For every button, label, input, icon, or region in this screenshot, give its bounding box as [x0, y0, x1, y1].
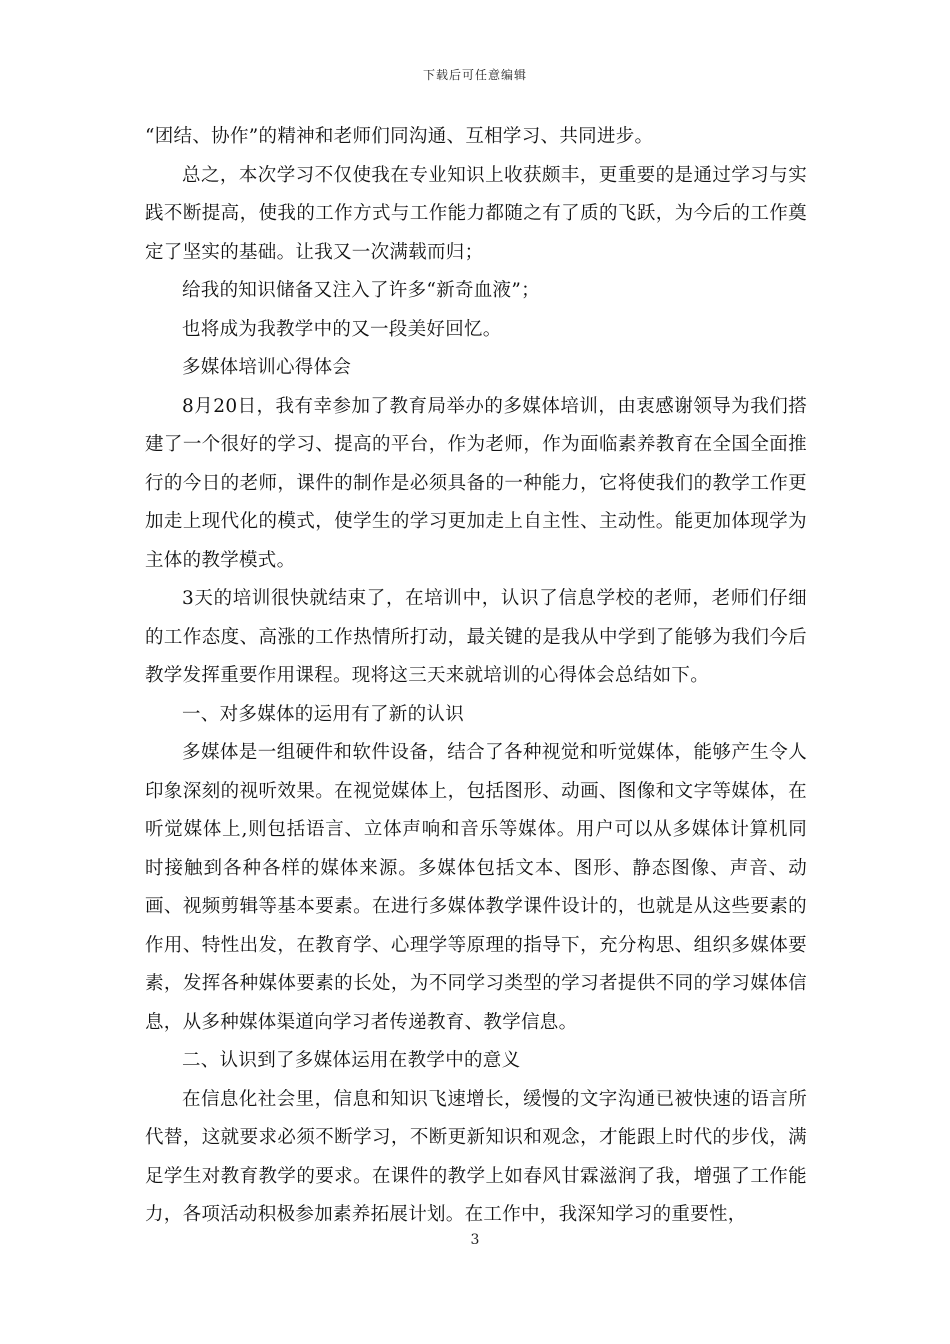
paragraph: 8月20日，我有幸参加了教育局举办的多媒体培训，由衷感谢领导为我们搭建了一个很好的学习、提高的平台，作为老师，作为面临素养教育在全国全面推行的今日的老师，课件的制作是必须具备的一种能力，它将使我们的教学工作更加走上现代化的模式，使学生的学习更加走上自主性、主动性。能更加体现学为主体的教学模式。	[145, 395, 807, 571]
paragraph: 也将成为我教学中的又一段美好回忆。	[182, 318, 502, 340]
paragraph: 给我的知识储备又注入了许多“新奇血液”；	[182, 280, 540, 301]
document-body	[145, 118, 807, 1235]
page-number: 3	[470, 1232, 480, 1248]
paragraph: 3天的培训很快就结束了，在培训中，认识了信息学校的老师，老师们仔细的工作态度、高涨的工作热情所打动，最关键的是我从中学到了能够为我们今后教学发挥重要作用课程。现将这三天来就培训的心得体会总结如下。	[145, 588, 807, 686]
page-header: 下载后可任意编辑	[422, 68, 527, 82]
paragraph: 总之，本次学习不仅使我在专业知识上收获颇丰，更重要的是通过学习与实践不断提高，使我的工作方式与工作能力都随之有了质的飞跃，为今后的工作奠定了坚实的基础。让我又一次满载而归；	[145, 164, 807, 263]
paragraph: “团结、协作”的精神和老师们同沟通、互相学习、共同进步。	[145, 126, 654, 147]
section-title: 多媒体培训心得体会	[182, 357, 352, 378]
paragraph: 多媒体是一组硬件和软件设备，结合了各种视觉和听觉媒体，能够产生令人印象深刻的视听效果。在视觉媒体上，包括图形、动画、图像和文字等媒体，在听觉媒体上,则包括语言、立体声响和音乐等媒体。用户可以从多媒体计算机同时接触到各种各样的媒体来源。多媒体包括文本、图形、静态图像、声音、动画、视频剪辑等基本要素。在进行多媒体教学课件设计的，也就是从这些要素的作用、特性出发，在教育学、心理学等原理的指导下，充分构思、组织多媒体要素，发挥各种媒体要素的长处，为不同学习类型的学习者提供不同的学习媒体信息，从多种媒体渠道向学习者传递教育、教学信息。	[145, 742, 807, 1033]
paragraph: 在信息化社会里，信息和知识飞速增长，缓慢的文字沟通已被快速的语言所代替，这就要求必须不断学习，不断更新知识和观念，才能跟上时代的步伐，满足学生对教育教学的要求。在课件的教学上如春风甘霖滋润了我，增强了工作能力，各项活动积极参加素养拓展计划。在工作中，我深知学习的重要性，	[145, 1088, 807, 1225]
section-heading: 二、认识到了多媒体运用在教学中的意义	[182, 1050, 521, 1071]
section-heading: 一、对多媒体的运用有了新的认识	[182, 703, 465, 725]
